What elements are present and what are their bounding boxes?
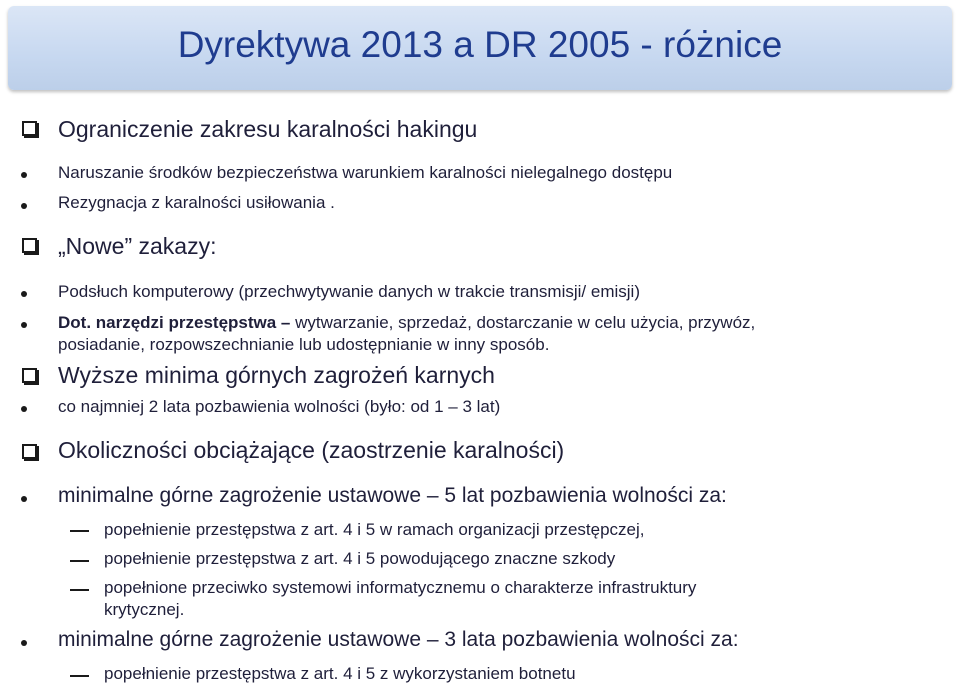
sub-bullet-end: . xyxy=(179,600,185,619)
bullet-text: Podsłuch komputerowy (przechwytywanie danych w trakcie transmisji/ emisji) xyxy=(58,282,640,301)
bullet-dot-icon xyxy=(21,640,27,646)
bullet-dot-icon xyxy=(21,291,27,297)
sub-bullet-bold: krytycznej xyxy=(104,600,180,619)
slide-title: Dyrektywa 2013 a DR 2005 - różnice xyxy=(177,24,783,65)
bullet-text-line2: posiadanie, rozpowszechnianie lub udostępnianie w inny sposób. xyxy=(58,335,550,354)
dash-bullet-icon xyxy=(70,589,89,591)
bullet-text: minimalne górne zagrożenie ustawowe – 3 lata pozbawienia wolności za: xyxy=(58,628,739,651)
checkbox-bullet-icon xyxy=(22,238,37,253)
section-heading: Okoliczności obciążające (zaostrzenie karalności) xyxy=(58,437,565,463)
bullet-dot-icon xyxy=(21,172,27,178)
dash-bullet-icon xyxy=(70,560,89,562)
sub-bullet-text: popełnione przeciwko systemowi informatycznemu o charakterze infrastruktury xyxy=(104,578,697,597)
checkbox-bullet-icon xyxy=(22,368,37,383)
bullet-rest: wytwarzanie, sprzedaż, dostarczanie w celu użycia, przywóz, xyxy=(290,313,756,332)
bullet-dot-icon xyxy=(21,496,27,502)
title-banner xyxy=(8,6,952,90)
bullet-text: minimalne górne zagrożenie ustawowe – 5 lat pozbawienia wolności za: xyxy=(58,484,727,507)
bullet-text: co najmniej 2 lata pozbawienia wolności (było: od 1 – 3 lat) xyxy=(58,397,501,416)
checkbox-bullet-icon xyxy=(22,121,37,136)
bullet-text xyxy=(58,313,755,333)
bullet-text: Rezygnacja z karalności usiłowania . xyxy=(58,193,335,212)
sub-bullet-text: popełnienie przestępstwa z art. 4 i 5 powodującego znaczne szkody xyxy=(104,549,616,568)
dash-bullet-icon xyxy=(70,675,89,677)
bullet-bold-lead: Dot. narzędzi przestępstwa – xyxy=(58,313,291,332)
section-heading: „Nowe” zakazy: xyxy=(58,233,217,259)
sub-bullet-text: popełnienie przestępstwa z art. 4 i 5 z wykorzystaniem botnetu xyxy=(104,664,576,683)
sub-bullet-text: popełnienie przestępstwa z art. 4 i 5 w ramach organizacji przestępczej, xyxy=(104,520,645,539)
checkbox-bullet-icon xyxy=(22,444,37,459)
dash-bullet-icon xyxy=(70,530,89,532)
bullet-dot-icon xyxy=(21,203,27,209)
bullet-dot-icon xyxy=(21,322,27,328)
bullet-text: Naruszanie środków bezpieczeństwa warunkiem karalności nielegalnego dostępu xyxy=(58,163,673,182)
section-heading: Wyższe minima górnych zagrożeń karnych xyxy=(58,362,495,388)
section-heading: Ograniczenie zakresu karalności hakingu xyxy=(58,116,478,142)
bullet-dot-icon xyxy=(21,406,27,412)
sub-bullet-text-line2 xyxy=(104,600,184,620)
